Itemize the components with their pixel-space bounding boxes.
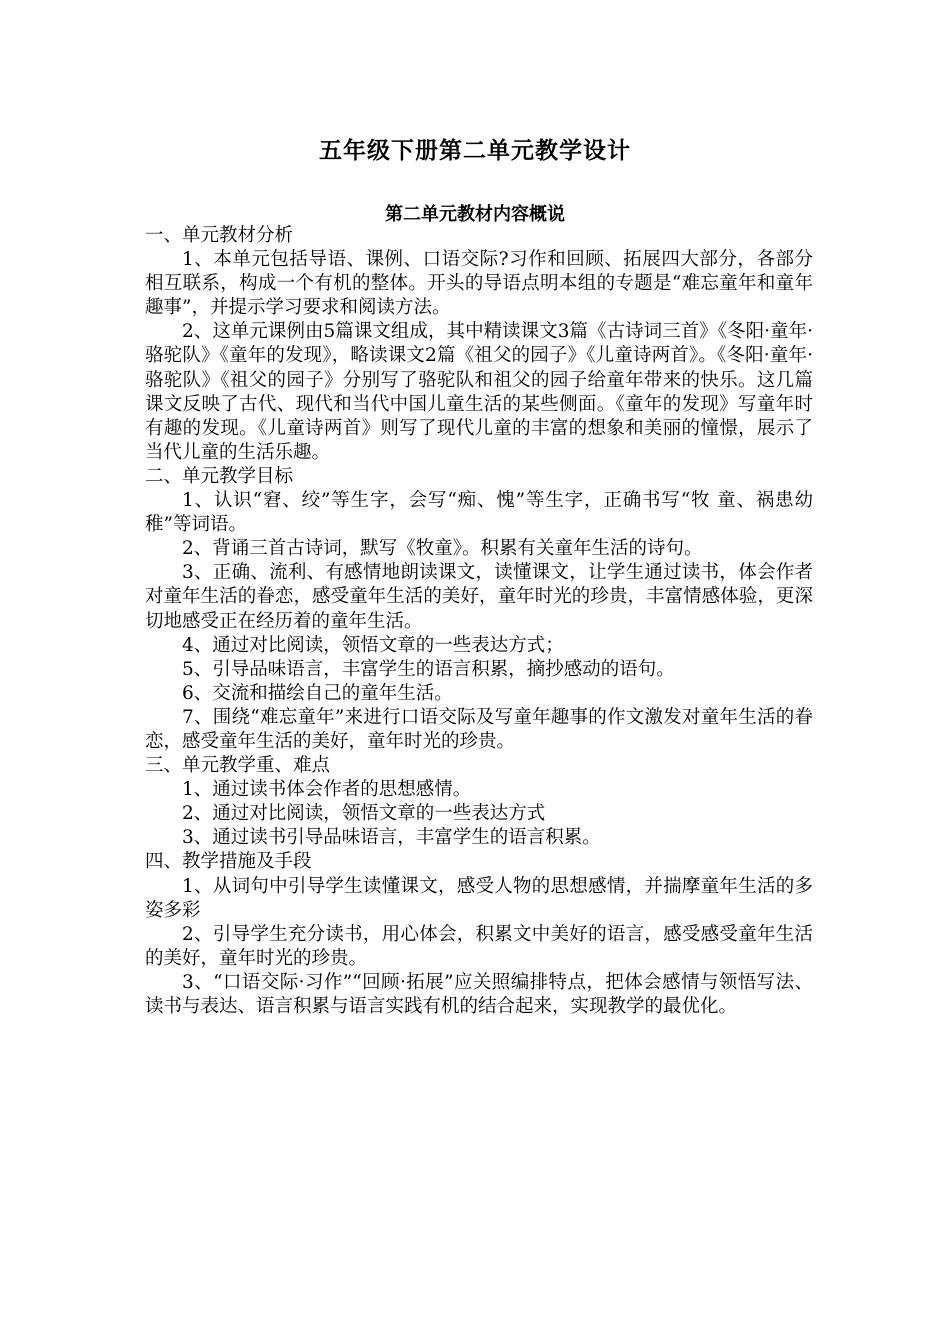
paragraph: 1、本单元包括导语、课例、口语交际?习作和回顾、拓展四大部分，各部分相互联系，构成一个有机的整体。开头的导语点明本组的专题是“难忘童年和童年趣事”，并提示学习要求和阅读方法。 xyxy=(145,249,813,319)
paragraph: 2、这单元课例由5篇课文组成，其中精读课文3篇《古诗词三首》《冬阳·童年·骆驼队》《童年的发现》，略读课文2篇《祖父的园子》《儿童诗两首》。《冬阳·童年·骆驼队》《祖父的园子》分别写了骆驼队和祖父的园子给童年带来的快乐。这几篇课文反映了古代、现代和当代中国儿童生活的某些侧面。《童年的发现》写童年时有趣的发现。《儿童诗两首》则写了现代儿童的丰富的想象和美丽的憧憬，展示了当代儿童的生活乐趣。 xyxy=(145,321,813,463)
document-body xyxy=(145,224,813,1019)
page-title: 五年级下册第二单元教学设计 xyxy=(319,137,631,164)
section-heading: 三、单元教学重、难点 xyxy=(145,755,331,777)
section-heading: 二、单元教学目标 xyxy=(145,465,294,487)
paragraph: 7、围绕“难忘童年”来进行口语交际及写童年趣事的作文激发对童年生活的眷恋，感受童年生活的美好，童年时光的珍贵。 xyxy=(145,706,813,752)
paragraph: 6、交流和描绘自己的童年生活。 xyxy=(182,682,453,704)
section-heading: 四、教学措施及手段 xyxy=(145,851,312,873)
paragraph: 5、引导品味语言，丰富学生的语言积累，摘抄感动的语句。 xyxy=(182,658,675,680)
paragraph: 2、通过对比阅读，领悟文章的一些表达方式 xyxy=(182,803,546,825)
paragraph: 2、背诵三首古诗词，默写《牧童》。积累有关童年生活的诗句。 xyxy=(182,538,703,560)
paragraph: 4、通过对比阅读，领悟文章的一些表达方式； xyxy=(182,634,564,656)
paragraph: 3、“口语交际·习作”“回顾·拓展”应关照编排特点，把体会感情与领悟写法、读书与表达、语言积累与语言实践有机的结合起来，实现教学的最优化。 xyxy=(145,971,813,1017)
section-subtitle: 第二单元教材内容概说 xyxy=(385,204,565,225)
paragraph: 2、引导学生充分读书，用心体会，积累文中美好的语言，感受感受童年生活的美好，童年时光的珍贵。 xyxy=(145,923,813,969)
paragraph: 1、从词句中引导学生读懂课文，感受人物的思想感情，并揣摩童年生活的多姿多彩 xyxy=(145,875,813,921)
paragraph: 3、通过读书引导品味语言，丰富学生的语言积累。 xyxy=(182,827,601,849)
section-heading: 一、单元教材分析 xyxy=(145,225,294,246)
paragraph: 1、通过读书体会作者的思想感情。 xyxy=(182,779,472,801)
paragraph: 1、认识“窘、绞”等生字，会写“痴、愧”等生字，正确书写“牧 童、祸患幼稚”等词语。 xyxy=(145,490,813,536)
paragraph: 3、正确、流利、有感情地朗读课文，读懂课文，让学生通过读书，体会作者对童年生活的眷恋，感受童年生活的美好，童年时光的珍贵，丰富情感体验，更深切地感受正在经历着的童年生活。 xyxy=(145,562,813,632)
